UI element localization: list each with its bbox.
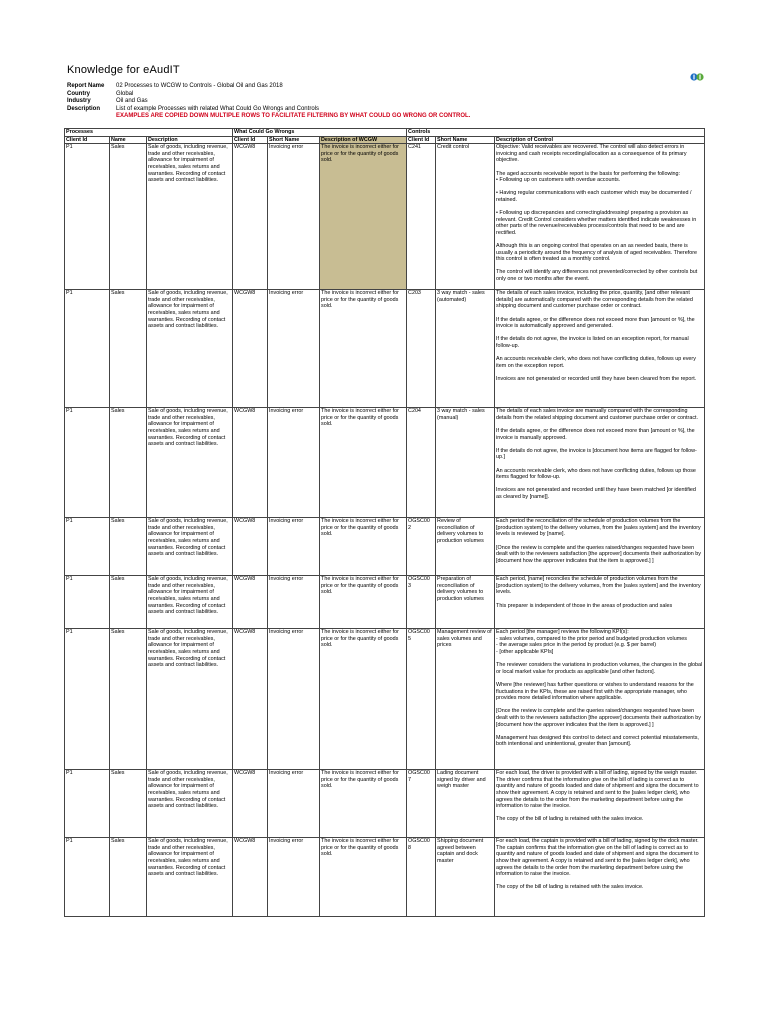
meta-value: List of example Processes with related What Could Go Wrongs and Controls bbox=[116, 105, 319, 112]
meta-label: Report Name bbox=[67, 83, 105, 89]
cell-control-short-name: 3 way match - sales (manual) bbox=[436, 408, 495, 518]
control-paragraph: [Once the review is complete and the queries raised/changes requested have been dealt with to the reviewers satisfaction [the approver] documents their authorization by [document how the approver indicates that the item is approved.] ] bbox=[496, 708, 703, 728]
cell-control-client-id: OGSC00 8 bbox=[407, 838, 436, 917]
cell-wcgw-description: The invoice is incorrect either for price or for the quantity of goods sold. bbox=[320, 576, 407, 629]
report-meta bbox=[67, 83, 470, 121]
meta-value: 02 Processes to WCGW to Controls - Global Oil and Gas 2018 bbox=[116, 83, 283, 89]
control-paragraph: Invoices are not generated or recorded until they have been cleared from the report. bbox=[496, 375, 697, 382]
cell-process-name: Sales bbox=[110, 518, 147, 576]
cell-process-description: Sale of goods, including revenue, trade and other receivables, allowance for impairment of receivables, sales returns and warranties. Recording of contact assets and contract liabilities. bbox=[147, 838, 233, 917]
control-paragraph: The details of each sales invoice, including the price, quantity, [and other relevant details] are automatically compared with the corresponding details from the related shipping document and customer purchase order or contract. bbox=[496, 290, 695, 310]
report-title: Knowledge for eAudIT bbox=[67, 64, 180, 76]
cell-process-client-id: P1 bbox=[65, 518, 110, 576]
cell-process-description: Sale of goods, including revenue, trade and other receivables, allowance for impairment of receivables, sales returns and warranties. Recording of contact assets and contract liabilities. bbox=[147, 408, 233, 518]
cell-control-short-name: Credit control bbox=[436, 144, 495, 290]
cell-wcgw-short-name: Invoicing error bbox=[268, 576, 320, 629]
cell-control-description bbox=[495, 408, 705, 518]
cell-control-client-id: C204 bbox=[407, 408, 436, 518]
cell-control-description bbox=[495, 838, 705, 917]
col-control-description[interactable]: Description of Control bbox=[495, 136, 705, 144]
table-row[interactable] bbox=[65, 408, 705, 518]
cell-wcgw-short-name: Invoicing error bbox=[268, 838, 320, 917]
control-paragraph: For each load, the driver is provided with a bill of lading, signed by the weigh master. The driver confirms that the information give on the bill of lading is correct as to quantity and nature of goods loaded and date of shipment and signs the document to show their agreement. A copy is retained and sent to the [sales ledger clerk], who agrees the details to the order from the marketing department before using the information to raise the invoice. bbox=[496, 770, 701, 810]
cell-process-name: Sales bbox=[110, 838, 147, 917]
cell-process-description: Sale of goods, including revenue, trade and other receivables, allowance for impairment of receivables, sales returns and warranties. Recording of contact assets and contract liabilities. bbox=[147, 290, 233, 408]
cell-wcgw-short-name: Invoicing error bbox=[268, 290, 320, 408]
control-paragraph: The copy of the bill of lading is retained with the sales invoice. bbox=[496, 884, 644, 891]
table-row[interactable] bbox=[65, 290, 705, 408]
cell-process-client-id: P1 bbox=[65, 838, 110, 917]
cell-process-description: Sale of goods, including revenue, trade and other receivables, allowance for impairment of receivables, sales returns and warranties. Recording of contact assets and contract liabilities. bbox=[147, 629, 233, 770]
cell-control-description bbox=[495, 518, 705, 576]
cell-process-description: Sale of goods, including revenue, trade and other receivables, allowance for impairment of receivables, sales returns and warranties. Recording of contact assets and contract liabilities. bbox=[147, 576, 233, 629]
column-header-row bbox=[65, 136, 705, 144]
cell-control-description bbox=[495, 576, 705, 629]
cell-control-client-id: C203 bbox=[407, 290, 436, 408]
col-process-client-id[interactable]: Client Id bbox=[65, 136, 110, 144]
cell-control-client-id: OGSC00 5 bbox=[407, 629, 436, 770]
control-paragraph: For each load, the captain is provided with a bill of lading, signed by the dock master. The captain confirms that the information give on the bill of lading is correct as to quantity and nature of goods loaded and date of shipment and signs the document to show their agreement. A copy is retained and sent to the [sales ledger clerk], who agrees the details to the order from the marketing department before using the information to raise the invoice. bbox=[496, 838, 701, 878]
table-body bbox=[65, 144, 705, 917]
group-header-row bbox=[65, 129, 705, 137]
control-paragraph: Management has designed this control to detect and correct potential misstatements, both intentional and unintentional, greater than [amount]. bbox=[496, 734, 701, 748]
cell-wcgw-short-name: Invoicing error bbox=[268, 144, 320, 290]
control-paragraph: If the details do not agree, the invoice is [document how items are flagged for follow-up.] bbox=[496, 447, 697, 461]
cell-wcgw-short-name: Invoicing error bbox=[268, 629, 320, 770]
control-paragraph: The reviewer considers the variations in production volumes, the changes in the global or local market value for products as applicable [and other factors]. bbox=[496, 662, 704, 675]
cell-wcgw-client-id: WCGW8 bbox=[233, 144, 268, 290]
cell-control-short-name: 3 way match - sales (automated) bbox=[436, 290, 495, 408]
col-process-name[interactable]: Name bbox=[110, 136, 147, 144]
cell-process-name: Sales bbox=[110, 144, 147, 290]
cell-process-client-id: P1 bbox=[65, 144, 110, 290]
cell-process-client-id: P1 bbox=[65, 629, 110, 770]
meta-value: Global bbox=[116, 90, 134, 97]
control-paragraph: Although this is an ongoing control that operates on an as needed basis, there is usually a periodicity around the frequency of analysis of aged receivables. Therefore this control is often treated as a monthly control. bbox=[496, 243, 699, 263]
cell-control-short-name: Preparation of reconciliation of delivery volumes to production volumes bbox=[436, 576, 495, 629]
cell-process-description: Sale of goods, including revenue, trade and other receivables, allowance for impairment of receivables, sales returns and warranties. Recording of contact assets and contract liabilities. bbox=[147, 518, 233, 576]
control-paragraph: Each period the reconciliation of the schedule of production volumes from the [production system] to the delivery volumes, from the [sales system] and the inventory levels is reviewed by [name]. bbox=[496, 518, 703, 538]
cell-control-client-id: OGSC00 2 bbox=[407, 518, 436, 576]
control-paragraph: Each period [the manager] reviews the following KPI(s): - sales volumes, compared to the prior period and budgeted production volumes - the average sales price in the period by product (e.g. $ per barrel) - [other applicable KPIs] bbox=[496, 629, 687, 655]
cell-process-name: Sales bbox=[110, 576, 147, 629]
process-controls-table bbox=[64, 128, 705, 917]
cell-process-client-id: P1 bbox=[65, 770, 110, 838]
cell-control-short-name: Management review of sales volumes and prices bbox=[436, 629, 495, 770]
control-paragraph: If the details do not agree, the invoice is listed on an exception report, for manual follow-up. bbox=[496, 336, 691, 349]
table-row[interactable] bbox=[65, 770, 705, 838]
cell-wcgw-description: The invoice is incorrect either for price or for the quantity of goods sold. bbox=[320, 518, 407, 576]
col-control-client-id[interactable]: Client Id bbox=[407, 136, 436, 144]
control-paragraph: An accounts receivable clerk, who does not have conflicting duties, follows up every item on the exception report. bbox=[496, 356, 698, 369]
group-processes: Processes bbox=[65, 129, 233, 137]
cell-control-description bbox=[495, 290, 705, 408]
filter-warning: EXAMPLES ARE COPIED DOWN MULTIPLE ROWS TO FACILITATE FILTERING BY WHAT COULD GO WRONG OR CONTROL. bbox=[116, 113, 471, 120]
control-paragraph: This preparer is independent of those in the areas of production and sales bbox=[496, 602, 673, 609]
control-paragraph: An accounts receivable clerk, who does not have conflicting duties, follows up those items flagged for follow-up. bbox=[496, 467, 698, 481]
control-paragraph: The details of each sales invoice are manually compared with the corresponding details from the related shipping document and customer purchase order or contract. bbox=[496, 408, 699, 421]
cell-process-client-id: P1 bbox=[65, 290, 110, 408]
col-wcgw-client-id[interactable]: Client Id bbox=[233, 136, 268, 144]
control-paragraph: The control will identify any differences not prevented/corrected by other controls but only one or two months after the event. bbox=[496, 269, 699, 283]
table-row[interactable] bbox=[65, 144, 705, 290]
cell-control-client-id: OGSC00 3 bbox=[407, 576, 436, 629]
cell-process-client-id: P1 bbox=[65, 576, 110, 629]
group-controls: Controls bbox=[407, 129, 705, 137]
control-paragraph: The copy of the bill of lading is retained with the sales invoice. bbox=[496, 816, 644, 823]
control-paragraph: [Once the review is complete and the queries raised/changes requested have been dealt with to the reviewers satisfaction [the approver] documents their authorization by [document how the approver indicates that the item is approved.] ] bbox=[496, 544, 703, 564]
cell-process-name: Sales bbox=[110, 770, 147, 838]
group-wcgw: What Could Go Wrongs bbox=[233, 129, 407, 137]
cell-wcgw-client-id: WCGW8 bbox=[233, 838, 268, 917]
cell-process-description: Sale of goods, including revenue, trade and other receivables, allowance for impairment of receivables, sales returns and warranties. Recording of contact assets and contract liabilities. bbox=[147, 144, 233, 290]
cell-process-name: Sales bbox=[110, 408, 147, 518]
cell-control-short-name: Lading document signed by driver and weigh master bbox=[436, 770, 495, 838]
cell-wcgw-description: The invoice is incorrect either for price or for the quantity of goods sold. bbox=[320, 290, 407, 408]
control-paragraph: • Having regular communications with each customer which may be documented / retained. bbox=[496, 190, 693, 203]
control-paragraph: Where [the reviewer] has further questions or wishes to understand reasons for the fluctuations in the KPIs, these are raised first with the appropriate manager, who provides more detailed information where applicable. bbox=[496, 681, 696, 702]
cell-wcgw-client-id: WCGW8 bbox=[233, 408, 268, 518]
cell-control-description bbox=[495, 144, 705, 290]
cell-process-description: Sale of goods, including revenue, trade and other receivables, allowance for impairment of receivables, sales returns and warranties. Recording of contact assets and contract liabilities. bbox=[147, 770, 233, 838]
control-paragraph: Each period, [name] reconciles the schedule of production volumes from the [production system] to the delivery volumes, from the [sales system] and the inventory levels. bbox=[496, 576, 703, 596]
meta-label: Country bbox=[67, 90, 90, 97]
meta-report-name bbox=[67, 83, 470, 91]
cell-wcgw-client-id: WCGW8 bbox=[233, 518, 268, 576]
meta-description bbox=[67, 106, 470, 114]
cell-wcgw-client-id: WCGW8 bbox=[233, 629, 268, 770]
table-row[interactable] bbox=[65, 838, 705, 917]
cell-process-client-id: P1 bbox=[65, 408, 110, 518]
cell-wcgw-description: The invoice is incorrect either for price or for the quantity of goods sold. bbox=[320, 770, 407, 838]
control-paragraph: Objective: Valid receivables are recovered. The control will also detect errors in invoicing and cash receipts recording/allocation as a consequence of its primary objective. bbox=[496, 144, 689, 164]
meta-value: Oil and Gas bbox=[116, 98, 148, 105]
cell-wcgw-client-id: WCGW8 bbox=[233, 576, 268, 629]
col-wcgw-short-name[interactable]: Short Name bbox=[268, 136, 320, 144]
logo-icon bbox=[690, 72, 704, 82]
cell-control-description bbox=[495, 629, 705, 770]
control-paragraph: • Following up discrepancies and correcting/addressing/ preparing a provision as relevant. Credit Control considers whether matters identified indicate weaknesses in other parts of the revenue/receivables process/controls that need to be and are rectified. bbox=[496, 210, 698, 236]
cell-wcgw-short-name: Invoicing error bbox=[268, 408, 320, 518]
cell-wcgw-client-id: WCGW8 bbox=[233, 770, 268, 838]
cell-control-client-id: OGSC00 7 bbox=[407, 770, 436, 838]
cell-process-name: Sales bbox=[110, 290, 147, 408]
cell-wcgw-client-id: WCGW8 bbox=[233, 290, 268, 408]
meta-country bbox=[67, 91, 470, 99]
control-paragraph: Invoices are not generated and recorded until they have been matched [or identified as cleared by [name]]. bbox=[496, 487, 698, 500]
cell-control-description bbox=[495, 770, 705, 838]
table-row[interactable] bbox=[65, 576, 705, 629]
meta-label: Description bbox=[67, 105, 101, 112]
control-paragraph: If the details agree, or the difference does not exceed more than [amount or %], the invoice is manually approved. bbox=[496, 427, 697, 441]
col-wcgw-description[interactable]: Description of WCGW bbox=[320, 136, 407, 144]
cell-wcgw-description: The invoice is incorrect either for price or for the quantity of goods sold. bbox=[320, 838, 407, 917]
meta-label: Industry bbox=[67, 98, 91, 105]
cell-control-short-name: Review of reconciliation of delivery volumes to production volumes bbox=[436, 518, 495, 576]
cell-wcgw-description: The invoice is incorrect either for price or for the quantity of goods sold. bbox=[320, 629, 407, 770]
cell-wcgw-short-name: Invoicing error bbox=[268, 518, 320, 576]
table-row[interactable] bbox=[65, 629, 705, 770]
meta-industry bbox=[67, 98, 470, 106]
table-row[interactable] bbox=[65, 518, 705, 576]
cell-wcgw-description: The invoice is incorrect either for price or for the quantity of goods sold. bbox=[320, 144, 407, 290]
cell-wcgw-short-name: Invoicing error bbox=[268, 770, 320, 838]
col-control-short-name[interactable]: Short Name bbox=[436, 136, 495, 144]
col-process-description[interactable]: Description bbox=[147, 136, 233, 144]
control-paragraph: The aged accounts receivable report is the basis for performing the following: • Following up on customers with overdue accounts. bbox=[496, 170, 681, 184]
cell-control-client-id: C241 bbox=[407, 144, 436, 290]
cell-wcgw-description: The invoice is incorrect either for price or for the quantity of goods sold. bbox=[320, 408, 407, 518]
cell-process-name: Sales bbox=[110, 629, 147, 770]
control-paragraph: If the details agree, or the difference does not exceed more than [amount or %], the invoice is automatically approved and generated. bbox=[496, 316, 697, 330]
cell-control-short-name: Shipping document agreed between captain and dock master bbox=[436, 838, 495, 917]
